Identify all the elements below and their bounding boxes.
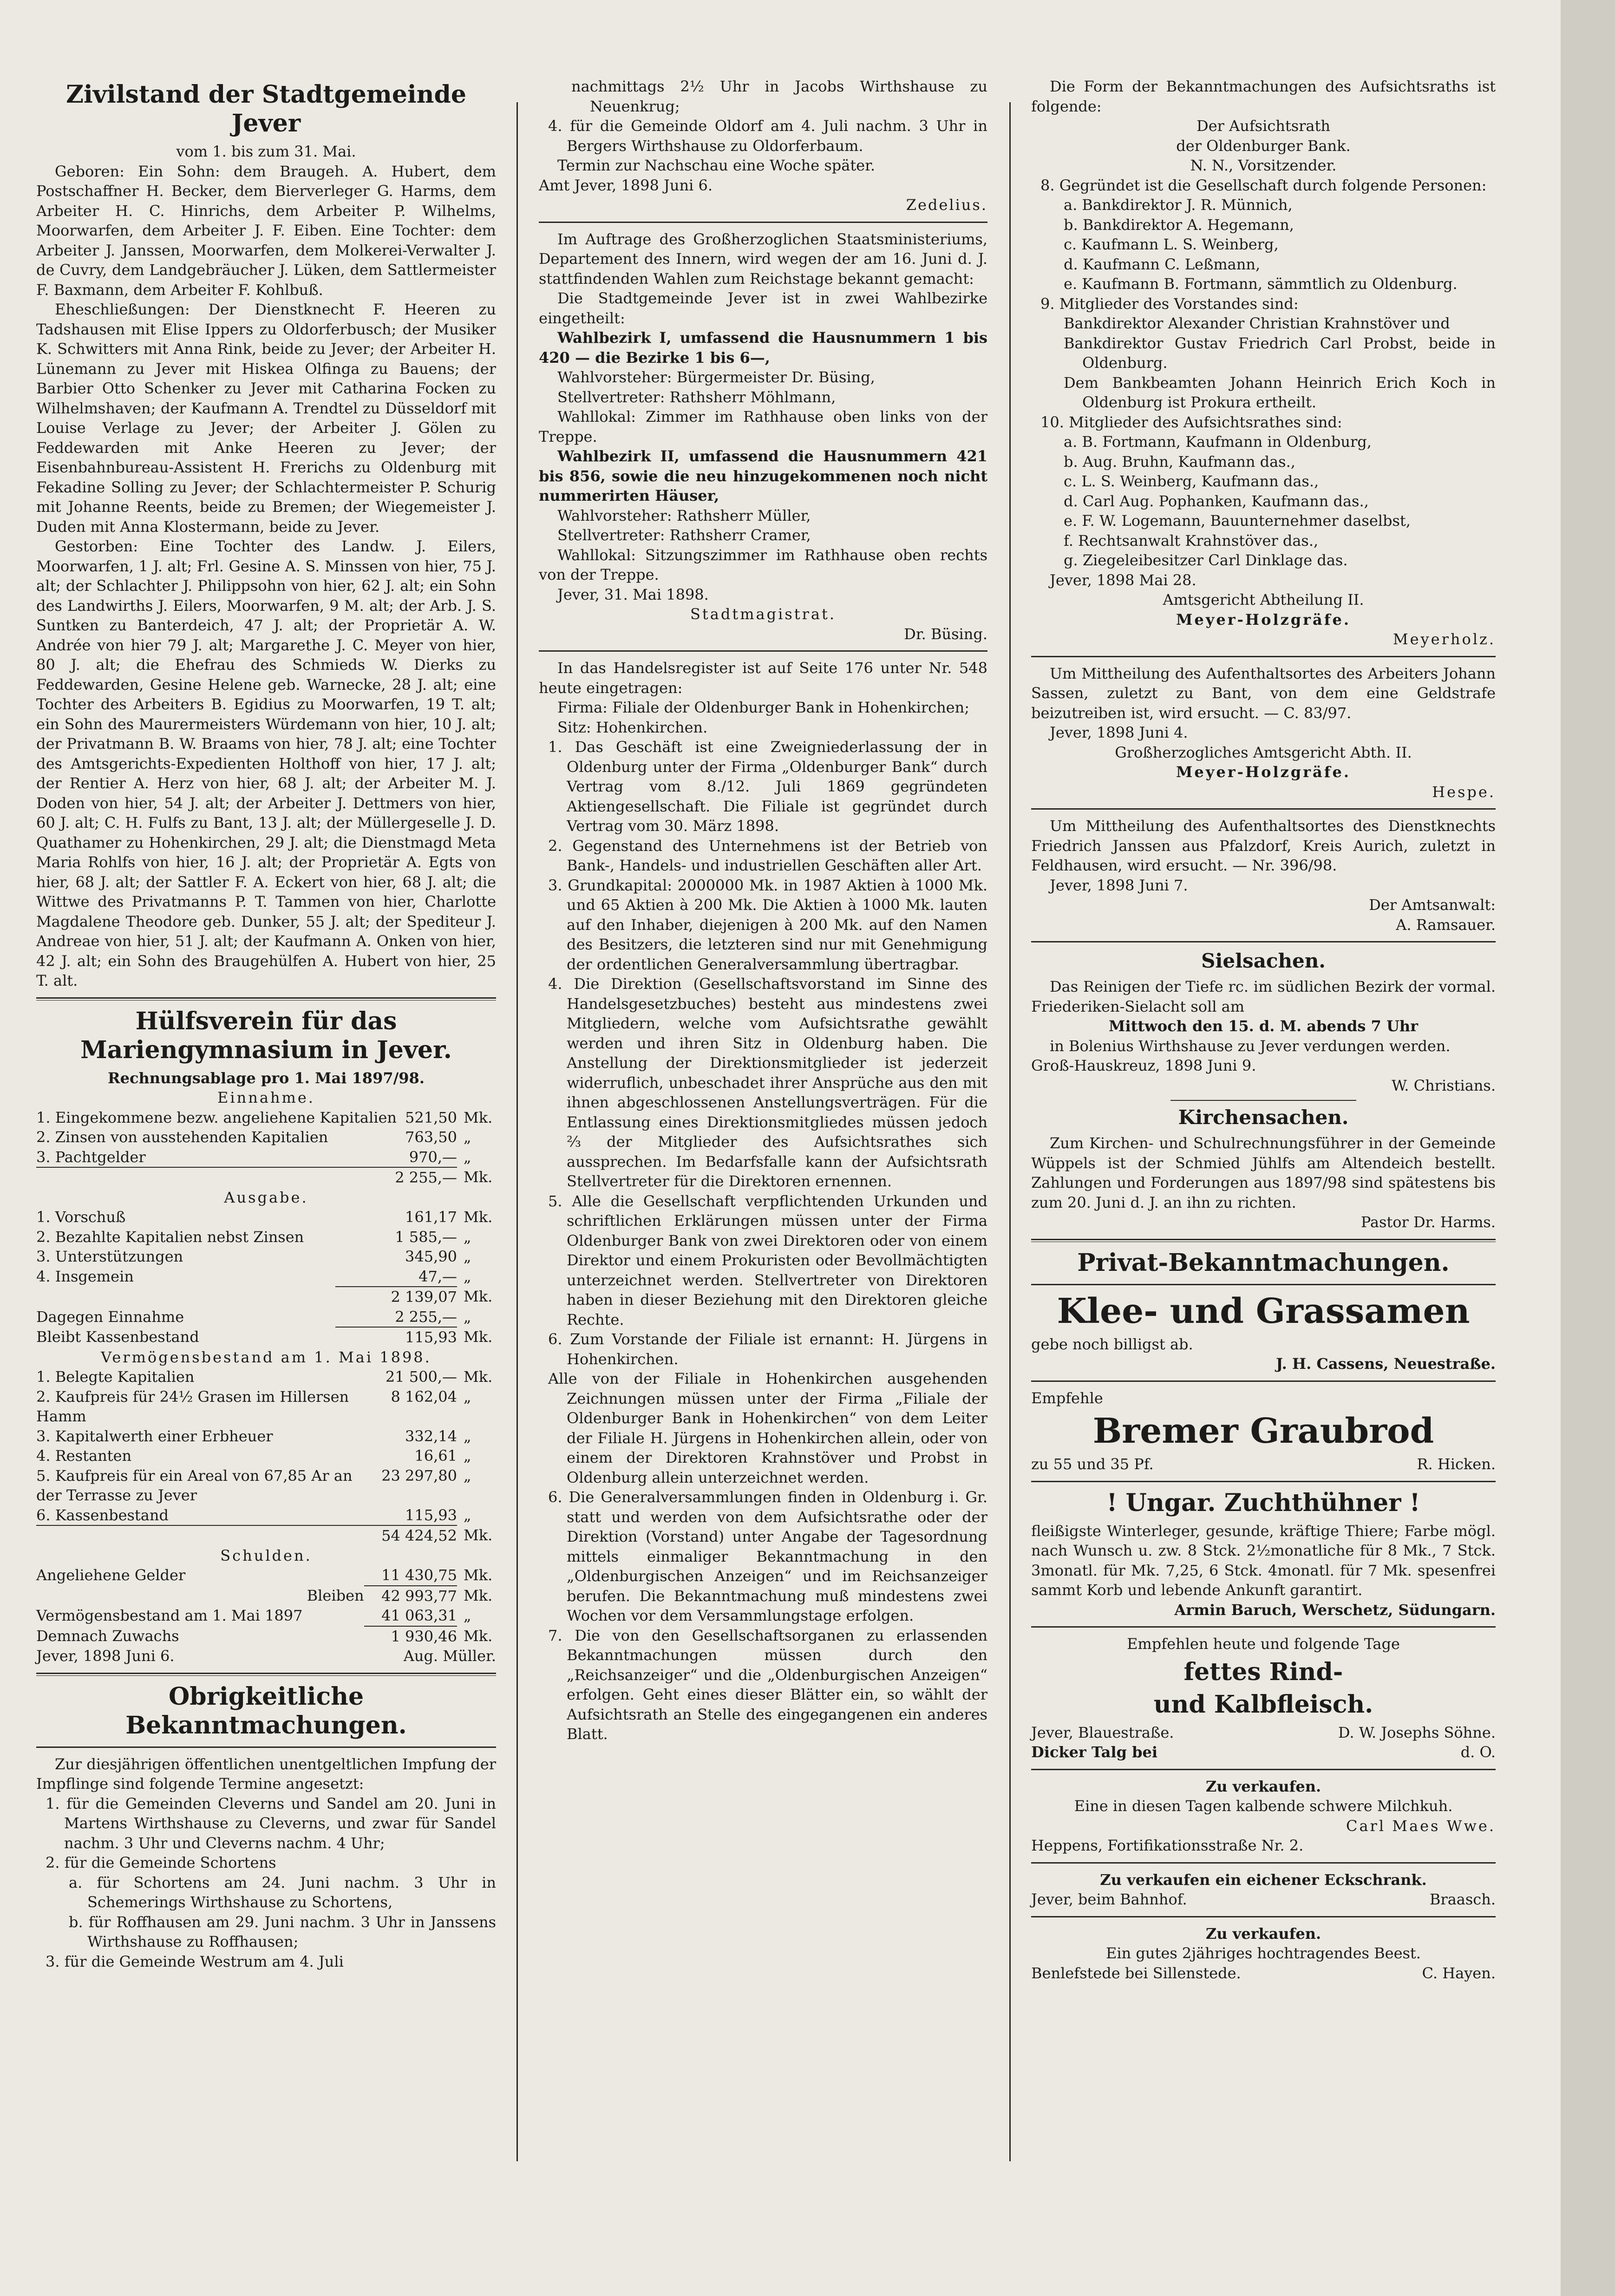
sassen-court: Großherzogliches Amtsgericht Abth. II. bbox=[1115, 743, 1412, 761]
ledger-value: 970,— bbox=[409, 1148, 457, 1166]
handel-cont: der Oldenburger Bank. bbox=[1176, 137, 1351, 155]
impfung-item: a. für Schortens am 24. Juni nachm. 3 Uhr in Schemerings Wirthshause zu Schortens, bbox=[69, 1873, 496, 1911]
siel-date: Groß-Hauskreuz, 1898 Juni 9. bbox=[1031, 1057, 1256, 1074]
aufsicht-item: a. B. Fortmann, Kaufmann in Oldenburg, bbox=[1064, 433, 1372, 451]
impfung-date: Amt Jever, 1898 Juni 6. bbox=[539, 176, 713, 194]
column-rule bbox=[517, 102, 518, 2161]
handel-sitz: Sitz: Hohenkirchen. bbox=[557, 718, 708, 736]
brot-title: Bremer Graubrod bbox=[1092, 1411, 1434, 1451]
janssen-role: Der Amtsanwalt: bbox=[1369, 896, 1496, 914]
bleiben-value: 42 993,77 bbox=[364, 1586, 457, 1606]
handel-item: 6. Zum Vorstande der Filiale ist ernannt: H. Jürgens in Hohenkirchen. bbox=[548, 1330, 987, 1368]
ledger-label: 5. Kaufpreis für ein Areal von 67,85 Ar an der Terrasse zu Jever bbox=[36, 1466, 353, 1504]
verm1897-label: Vermögensbestand am 1. Mai 1897 bbox=[36, 1607, 303, 1624]
ledger-label: 2. Zinsen von ausstehenden Kapitalien bbox=[36, 1128, 328, 1146]
divider bbox=[36, 1673, 496, 1676]
sassen-text: Um Mittheilung des Aufenthaltsortes des Arbeiters Johann Sassen, zuletzt zu Bant, von dem eine Geldstrafe beizutreiben ist, wird ersucht. — C. 83/97. bbox=[1031, 664, 1496, 722]
bleibt-label: Bleibt Kassenbestand bbox=[36, 1328, 199, 1346]
ledger-value: 332,14 bbox=[405, 1427, 457, 1445]
sassen-signature: Hespe. bbox=[1432, 783, 1496, 801]
verk1-text: Eine in diesen Tagen kalbende schwere Milchkuh. bbox=[1074, 1797, 1453, 1815]
schulden-table bbox=[36, 1565, 496, 1666]
impfung-item: b. für Roffhausen am 29. Juni nachm. 3 Uhr in Janssens Wirthshause zu Roffhausen; bbox=[69, 1913, 496, 1950]
handel-item: 6. Die Generalversammlungen finden in Oldenburg i. Gr. statt und werden von dem Aufsichtsrathe oder der Direktion (Vorstand) unter Angabe der Tagesordnung mittels einmaliger Bekanntmachung in den „Oldenburgischen Anzeigen“ und im Reichsanzeiger berufen. Die Bekanntmachung muß mindestens zwei Wochen vor dem Versammlungstage erfolgen. bbox=[548, 1488, 987, 1624]
zuwachs-unit: Mk. bbox=[464, 1627, 493, 1645]
wahlbezirk-1-stellvertreter: Stellvertreter: Rathsherr Möhlmann, bbox=[557, 388, 836, 406]
brot-text: zu 55 und 35 Pf. bbox=[1031, 1455, 1154, 1473]
section-title-zivilstand: Zivilstand der Stadtgemeinde Jever bbox=[66, 80, 466, 137]
gruender-item: a. Bankdirektor J. R. Münnich, bbox=[1064, 196, 1293, 214]
bleiben-label: Bleiben bbox=[307, 1586, 364, 1604]
ledger-unit: „ bbox=[464, 1427, 471, 1445]
aufsicht-item: f. Rechtsanwalt Krahnstöver das., bbox=[1064, 531, 1319, 549]
divider bbox=[1031, 1769, 1496, 1770]
handel-items bbox=[539, 737, 987, 1744]
dagegen-label: Dagegen Einnahme bbox=[36, 1308, 184, 1326]
brot-signature: R. Hicken. bbox=[1417, 1455, 1496, 1473]
janssen-signature: A. Ramsauer. bbox=[1396, 916, 1496, 934]
divider bbox=[1031, 1626, 1496, 1628]
schulden-heading: Schulden. bbox=[220, 1546, 312, 1564]
handel-cont: N. N., Vorsitzender. bbox=[1190, 157, 1337, 174]
section-title-kirchensachen: Kirchensachen. bbox=[1178, 1106, 1349, 1129]
impfung-cont: nachmittags 2½ Uhr in Jacobs Wirthshause zu Neuenkrug; bbox=[571, 78, 987, 115]
verk3-addr: Benlefstede bei Sillenstede. bbox=[1031, 1964, 1241, 1982]
handel-intro: In das Handelsregister ist auf Seite 176 unter Nr. 548 heute eingetragen: bbox=[539, 659, 987, 697]
wahlbezirk-1: Wahlbezirk I, umfassend die Hausnummern 1 bis 420 — die Bezirke 1 bis 6—, bbox=[539, 329, 987, 366]
huelf-signer: Aug. Müller. bbox=[403, 1647, 496, 1665]
huelf-date: Jever, 1898 Juni 6. bbox=[36, 1647, 175, 1665]
wahl-signature-office: Stadtmagistrat. bbox=[690, 605, 837, 623]
handel-date: Jever, 1898 Mai 28. bbox=[1050, 571, 1197, 589]
kirch-signature: Pastor Dr. Harms. bbox=[1360, 1213, 1496, 1231]
vermoegen-total-value: 54 424,52 bbox=[36, 1525, 457, 1546]
verk2-title: Zu verkaufen ein eichener Eckschrank. bbox=[1100, 1871, 1427, 1889]
ledger-value: 521,50 bbox=[405, 1108, 457, 1126]
impfung-item: 2. für die Gemeinde Schortens bbox=[46, 1854, 276, 1871]
ausgabe-heading: Ausgabe. bbox=[224, 1188, 308, 1206]
impfung-intro: Zur diesjährigen öffentlichen unentgeltlichen Impfung der Impflinge sind folgende Termine angesetzt: bbox=[36, 1755, 496, 1792]
ledger-unit: „ bbox=[464, 1148, 471, 1166]
siel-text2: in Bolenius Wirthshause zu Jever verdungen werden. bbox=[1050, 1037, 1451, 1055]
ledger-unit: Mk. bbox=[464, 1368, 493, 1386]
verk3-text: Ein gutes 2jähriges hochtragendes Beest. bbox=[1106, 1944, 1421, 1962]
ledger-unit: „ bbox=[464, 1506, 471, 1524]
column-rule bbox=[1009, 102, 1011, 2161]
aufsicht-item: b. Aug. Bruhn, Kaufmann das., bbox=[1064, 452, 1295, 471]
section-title-obrigkeitlich: Obrigkeitliche Bekanntmachungen. bbox=[125, 1682, 407, 1740]
verm1897-value: 41 063,31 bbox=[381, 1607, 457, 1624]
ausgabe-table bbox=[36, 1207, 496, 1286]
huelfsverein-subtitle: Rechnungsablage pro 1. Mai 1897/98. bbox=[108, 1069, 425, 1087]
siel-date-bold: Mittwoch den 15. d. M. abends 7 Uhr bbox=[1109, 1017, 1418, 1035]
verk1-signature: Carl Maes Wwe. bbox=[1346, 1817, 1496, 1835]
ledger-row bbox=[36, 1446, 496, 1466]
kirch-text: Zum Kirchen- und Schulrechnungsführer in der Gemeinde Wüppels ist der Schmied Jühlfs am Altendeich bestellt. Zahlungen und Forderungen aus 1897/98 sind spätestens bis zum 20. Juni d. J. an ihn zu richten. bbox=[1031, 1134, 1496, 1211]
ledger-unit: „ bbox=[464, 1447, 471, 1465]
wahl-signature-name: Dr. Büsing. bbox=[904, 625, 987, 643]
zivilstand-ehe: Eheschließungen: Der Dienstknecht F. Heeren zu Tadshausen mit Elise Ippers zu Oldorferbusch; der Musiker K. Schwitters mit Anna Rink, beide zu Jever; der Arbeiter H. Lünemann zu Jever mit Hiskea Olfinga zu Bauens; der Barbier Otto Schenker zu Jever mit Catharina Focken zu Wilhelmshaven; der Kaufmann A. Trendtel zu Düsseldorf mit Louise Verlage zu Jever; der Arbeiter J. Gölen zu Feddewarden mit Anke Heeren zu Jever; der Eisenbahnbureau-Assistent H. Frerichs zu Oldenburg mit Fekadine Solling zu Jever; der Schlachtermeister P. Schurig mit Johanne Reents, beide zu Bremen; der Wiegemeister J. Duden mit Anna Klostermann, beide zu Jever. bbox=[36, 301, 496, 536]
wahlbezirk-1-vorsteher: Wahlvorsteher: Bürgermeister Dr. Büsing, bbox=[557, 368, 875, 386]
bleiben-unit: Mk. bbox=[464, 1586, 493, 1604]
schulden-label: Angeliehene Gelder bbox=[36, 1566, 186, 1584]
brot-line bbox=[1031, 1454, 1496, 1474]
verm1897-unit: „ bbox=[464, 1607, 471, 1624]
ledger-row bbox=[36, 1108, 496, 1128]
ausgabe-total-value: 2 139,07 bbox=[335, 1287, 457, 1307]
aufsicht-item: d. Carl Aug. Pophanken, Kaufmann das., bbox=[1064, 492, 1369, 510]
aufsicht-list bbox=[1031, 432, 1496, 570]
divider bbox=[539, 650, 987, 652]
klee-signature: J. H. Cassens, Neuestraße. bbox=[1275, 1355, 1496, 1373]
divider bbox=[1031, 941, 1496, 942]
verk2-addr: Jever, beim Bahnhof. bbox=[1031, 1890, 1187, 1908]
wahlbezirk-2-stellvertreter: Stellvertreter: Rathsherr Cramer, bbox=[557, 526, 811, 544]
ledger-row bbox=[36, 1207, 496, 1227]
bleibt-unit: Mk. bbox=[464, 1328, 493, 1346]
wahlbezirk-2-lokal: Wahllokal: Sitzungszimmer im Rathhause oben rechts von der Treppe. bbox=[539, 546, 987, 583]
siel-text: Das Reinigen der Tiefe rc. im südlichen Bezirk der vormal. Friederiken-Sielacht soll am bbox=[1031, 978, 1496, 1015]
einnahme-total-unit: Mk. bbox=[464, 1168, 493, 1186]
ledger-value: 16,61 bbox=[414, 1447, 457, 1465]
divider bbox=[36, 997, 496, 1001]
gruender-item: d. Kaufmann C. Leßmann, bbox=[1064, 255, 1261, 273]
fleisch-pre: Empfehlen heute und folgende Tage bbox=[1127, 1635, 1400, 1653]
handel-item: 2. Gegenstand des Unternehmens ist der Betrieb von Bank-, Handels- und industriellen Geschäften aller Art. bbox=[548, 837, 987, 874]
aufsicht-heading: 10. Mitglieder des Aufsichtsrathes sind: bbox=[1040, 413, 1342, 431]
schulden-value: 11 430,75 bbox=[381, 1566, 457, 1584]
wahlbezirk-2: Wahlbezirk II, umfassend die Hausnummern 421 bis 856, sowie die neu hinzugekommenen noch nicht nummerirten Häuser, bbox=[539, 447, 987, 504]
vermoegen-total bbox=[36, 1525, 496, 1546]
einnahme-total-value: 2 255,— bbox=[36, 1167, 457, 1188]
section-title-huelfsverein: Hülfsverein für das Mariengymnasium in Jever. bbox=[80, 1007, 452, 1064]
ledger-row bbox=[36, 1505, 496, 1525]
handel-item: 7. Die von den Gesellschaftsorganen zu erlassenden Bekanntmachungen müssen durch den „Reichsanzeiger“ und die „Oldenburgischen Anzeigen“ erfolgen. Geht eines dieser Blätter ein, so wählt der Aufsichtsrath an Stelle des eingegangenen ein anderes Blatt. bbox=[548, 1626, 987, 1743]
divider bbox=[1031, 808, 1496, 810]
ungar-text: fleißigste Winterleger, gesunde, kräftige Thiere; Farbe mögl. nach Wunsch u. zw. 8 Stck. 2½monatliche für 8 Mk., 7 Stck. 3monatl. für Mk. 7,25, 6 Stck. 4monatl. für 7 Mk. spesenfrei sammt Korb und lebende Ankunft garantirt. bbox=[1031, 1522, 1496, 1599]
ledger-value: 8 162,04 bbox=[391, 1387, 457, 1406]
ledger-label: 3. Unterstützungen bbox=[36, 1248, 183, 1265]
handel-item: 5. Alle die Gesellschaft verpflichtenden Urkunden und schriftlichen Erklärungen müssen unter der Firma Oldenburger Bank von zwei Direktoren oder von einem Direktor und einem Prokuristen oder Bevollmächtigten unterzeichnet werden. Stellvertreter von Direktoren haben in dieser Beziehung mit den Direktoren gleiche Rechte. bbox=[548, 1192, 987, 1328]
ungar-title: ! Ungar. Zuchthühner ! bbox=[1106, 1488, 1420, 1517]
divider bbox=[36, 1747, 496, 1748]
sassen-judge: Meyer-Holzgräfe. bbox=[1176, 763, 1351, 781]
ledger-label: 1. Eingekommene bezw. angeliehene Kapitalien bbox=[36, 1108, 397, 1126]
dagegen-value: 2 255,— bbox=[395, 1308, 457, 1326]
sassen-date: Jever, 1898 Juni 4. bbox=[1050, 724, 1188, 741]
ledger-row bbox=[36, 1466, 496, 1505]
impfung-signature: Zedelius. bbox=[906, 196, 987, 214]
vermoegen-table bbox=[36, 1367, 496, 1525]
column-1 bbox=[36, 77, 496, 1971]
zivilstand-period: vom 1. bis zum 31. Mai. bbox=[176, 143, 356, 160]
einnahme-table bbox=[36, 1108, 496, 1167]
divider bbox=[539, 222, 987, 223]
janssen-date: Jever, 1898 Juni 7. bbox=[1050, 876, 1188, 894]
ledger-label: 1. Belegte Kapitalien bbox=[36, 1368, 195, 1386]
divider bbox=[1031, 1862, 1496, 1864]
ledger-label: 3. Kapitalwerth einer Erbheuer bbox=[36, 1427, 273, 1445]
wahl-p2: Die Stadtgemeinde Jever ist in zwei Wahlbezirke eingetheilt: bbox=[539, 289, 987, 327]
verk1-addr: Heppens, Fortifikationsstraße Nr. 2. bbox=[1031, 1837, 1304, 1854]
ungar-signature: Armin Baruch, Werschetz, Südungarn. bbox=[1174, 1601, 1496, 1619]
divider bbox=[1031, 1380, 1496, 1382]
section-title-sielsachen: Sielsachen. bbox=[1201, 949, 1326, 972]
ledger-unit: „ bbox=[464, 1248, 471, 1265]
divider bbox=[1170, 1100, 1356, 1101]
column-2 bbox=[539, 77, 987, 1744]
ledger-row bbox=[36, 1127, 496, 1147]
gruender-list bbox=[1031, 195, 1496, 294]
vorstand-item: Bankdirektor Gustav Friedrich Carl Probst, beide in Oldenburg. bbox=[1064, 334, 1496, 372]
verk2-line bbox=[1031, 1890, 1496, 1910]
wahl-intro: Im Auftrage des Großherzoglichen Staatsministeriums, Departement des Innern, wird wegen der am 16. Juni d. J. stattfindenden Wahlen zum Reichstage bekannt gemacht: bbox=[539, 230, 987, 288]
prokura: Dem Bankbeamten Johann Heinrich Erich Koch in Oldenburg ist Prokura ertheilt. bbox=[1064, 373, 1496, 411]
wahlbezirk-2-vorsteher: Wahlvorsteher: Rathsherr Müller, bbox=[557, 506, 811, 524]
ausgabe-total-unit: Mk. bbox=[464, 1288, 493, 1305]
zivilstand-gestorben: Gestorben: Eine Tochter des Landw. J. Eilers, Moorwarfen, 1 J. alt; Frl. Gesine A. S. Minssen von hier, 75 J. alt; der Schlachter J. Philippsohn von hier, 62 J. alt; ein Sohn des Landwirths J. Eilers, Moorwarfen, 9 M. alt; der Arb. J. S. Suntken zu Banterdeich, 47 J. alt; der Proprietär A. W. Andrée von hier 79 J. alt; Margarethe J. C. Meyer von hier, 80 J. alt; die Ehefrau des Schmieds W. Dierks zu Feddewarden, Gesine Helene geb. Warnecke, 28 J. alt; eine Tochter des Arbeiters B. Egidius zu Moorwarfen, 19 T. alt; ein Sohn des Maurermeisters Würdemann von hier, 10 J. alt; der Privatmann B. W. Braams von hier, 78 J. alt; eine Tochter des Amtsgerichts-Expedienten Holthoff von hier, 17 J. alt; der Rentier A. Herz von hier, 68 J. alt; der Arbeiter M. J. Doden von hier, 54 J. alt; der Arbeiter J. Dettmers von hier, 60 J. alt; C. H. Fulfs zu Bant, 13 J. alt; der Müllergeselle J. D. Quathamer zu Hohenkirchen, 29 J. alt; die Dienstmagd Meta Maria Rohlfs von hier, 16 J. alt; der Proprietär A. Egts von hier, 68 J. alt; der Sattler F. A. Eckert von hier, 68 J. alt; die Wittwe des Privatmanns P. T. Tammen von hier, Charlotte Magdalene Theodore geb. Dunker, 55 J. alt; der Spediteur J. Andreae von hier, 51 J. alt; der Kaufmann A. Onken von hier, 42 J. alt; ein Sohn des Braugehülfen A. Hubert von hier, 25 T. alt. bbox=[36, 537, 496, 989]
handel-cont: Der Aufsichtsrath bbox=[1197, 117, 1330, 135]
ledger-label: 4. Restanten bbox=[36, 1447, 132, 1465]
verk3-title: Zu verkaufen. bbox=[1205, 1924, 1321, 1943]
klee-text: gebe noch billigst ab. bbox=[1031, 1335, 1193, 1353]
zuwachs-label: Demnach Zuwachs bbox=[36, 1627, 179, 1645]
ledger-unit: „ bbox=[464, 1128, 471, 1146]
handel-item: Alle von der Filiale in Hohenkirchen ausgehenden Zeichnungen müssen unter der Firma „Filiale der Oldenburger Bank in Hohenkirchen“ von dem Leiter der Filiale H. Jürgens in Hohenkirchen allein, oder von einem der Direktoren Krahnstöver und Probst in Oldenburg allein unterzeichnet werden. bbox=[548, 1370, 987, 1486]
ledger-value: 161,17 bbox=[405, 1208, 457, 1226]
page-edge bbox=[1561, 0, 1615, 2296]
ledger-row bbox=[36, 1367, 496, 1387]
fleisch-line bbox=[1031, 1723, 1496, 1762]
handel-court: Amtsgericht Abtheilung II. bbox=[1163, 591, 1364, 608]
ledger-unit: „ bbox=[464, 1466, 471, 1485]
fleisch-title-2: und Kalbfleisch. bbox=[1153, 1690, 1373, 1719]
dagegen-unit: „ bbox=[464, 1308, 471, 1326]
zivilstand-geboren: Geboren: Ein Sohn: dem Braugeh. A. Hubert, dem Postschaffner H. Becker, dem Bierverleger G. Harms, dem Arbeiter H. C. Hinrichs, dem Arbeiter P. Wilhelms, Moorwarfen, dem Arbeiter J. F. Eiben. Eine Tochter: dem Arbeiter J. Janssen, Moorwarfen, dem Molkerei-Verwalter J. de Cuvry, dem Landgebräucher J. Lüken, dem Sattlermeister F. Baxmann, dem Arbeiter F. Kohlbuß. bbox=[36, 162, 496, 299]
vorstand-heading: 9. Mitglieder des Vorstandes sind: bbox=[1040, 294, 1299, 313]
ledger-unit: Mk. bbox=[464, 1208, 493, 1226]
vermoegen-heading: Vermögensbestand am 1. Mai 1898. bbox=[101, 1348, 432, 1366]
ledger-label: 2. Bezahlte Kapitalien nebst Zinsen bbox=[36, 1228, 304, 1246]
aufsicht-item: c. L. S. Weinberg, Kaufmann das., bbox=[1064, 472, 1319, 490]
divider bbox=[1031, 1481, 1496, 1482]
wahlbezirk-1-lokal: Wahllokal: Zimmer im Rathhause oben links von der Treppe. bbox=[539, 408, 987, 445]
verk3-line bbox=[1031, 1963, 1496, 1983]
ledger-unit: „ bbox=[464, 1387, 471, 1406]
siel-signature: W. Christians. bbox=[1391, 1076, 1496, 1094]
section-title-privat: Privat-Bekanntmachungen. bbox=[1077, 1248, 1450, 1277]
ausgabe-total bbox=[36, 1286, 496, 1348]
ledger-unit: „ bbox=[464, 1267, 471, 1285]
impfung-cont: 4. für die Gemeinde Oldorf am 4. Juli nachm. 3 Uhr in Bergers Wirthshause zu Oldorferbaum. bbox=[548, 117, 987, 155]
verk1-title: Zu verkaufen. bbox=[1205, 1777, 1321, 1795]
handel-signature: Meyerholz. bbox=[1393, 630, 1496, 648]
vermoegen-total-unit: Mk. bbox=[464, 1526, 493, 1544]
impfung-item: 1. für die Gemeinden Cleverns und Sandel am 20. Juni in Martens Wirthshause zu Cleverns, und zwar für Sandel nachm. 3 Uhr und Cleverns nachm. 4 Uhr; bbox=[46, 1794, 496, 1852]
gruender-item: c. Kaufmann L. S. Weinberg, bbox=[1064, 235, 1279, 253]
vorstand-item: Bankdirektor Alexander Christian Krahnstöver und bbox=[1064, 314, 1450, 332]
impfung-item: 3. für die Gemeinde Westrum am 4. Juli bbox=[46, 1952, 344, 1970]
fleisch-title-1: fettes Rind- bbox=[1183, 1657, 1343, 1686]
handel-cont: 8. Gegründet ist die Gesellschaft durch folgende Personen: bbox=[1040, 176, 1487, 194]
aufsicht-item: e. F. W. Logemann, Bauunternehmer daselbst, bbox=[1064, 512, 1411, 530]
aufsicht-item: g. Ziegeleibesitzer Carl Dinklage das. bbox=[1064, 551, 1348, 569]
handel-firma: Firma: Filiale der Oldenburger Bank in Hohenkirchen; bbox=[557, 699, 969, 716]
ledger-row bbox=[36, 1247, 496, 1267]
einnahme-heading: Einnahme. bbox=[217, 1089, 315, 1106]
ledger-value: 763,50 bbox=[405, 1128, 457, 1146]
divider bbox=[1031, 1916, 1496, 1917]
ledger-value: 345,90 bbox=[405, 1248, 457, 1265]
verk2-signature: Braasch. bbox=[1429, 1890, 1496, 1908]
gruender-item: b. Bankdirektor A. Hegemann, bbox=[1064, 216, 1294, 234]
ledger-value: 23 297,80 bbox=[381, 1466, 457, 1485]
fleisch-addr: Jever, Blauestraße. bbox=[1031, 1723, 1174, 1741]
divider bbox=[1031, 1239, 1496, 1242]
ledger-label: 3. Pachtgelder bbox=[36, 1148, 146, 1166]
wahl-date: Jever, 31. Mai 1898. bbox=[557, 585, 709, 603]
ledger-label: 1. Vorschuß bbox=[36, 1208, 126, 1226]
ledger-unit: Mk. bbox=[464, 1108, 493, 1126]
ledger-label: 4. Insgemein bbox=[36, 1267, 134, 1285]
ledger-value: 1 585,— bbox=[395, 1228, 457, 1246]
ledger-value: 47,— bbox=[418, 1267, 457, 1285]
ledger-label: 6. Kassenbestand bbox=[36, 1506, 169, 1524]
bleibt-value: 115,93 bbox=[335, 1327, 457, 1348]
ledger-row bbox=[36, 1267, 496, 1287]
ledger-row bbox=[36, 1227, 496, 1247]
divider bbox=[1031, 656, 1496, 657]
divider bbox=[1031, 1284, 1496, 1285]
impfung-termin: Termin zur Nachschau eine Woche später. bbox=[557, 157, 876, 174]
zuwachs-value: 1 930,46 bbox=[364, 1626, 457, 1647]
handel-judge: Meyer-Holzgräfe. bbox=[1176, 610, 1351, 628]
ledger-unit: „ bbox=[464, 1228, 471, 1246]
verk3-signature: C. Hayen. bbox=[1422, 1964, 1496, 1982]
schulden-unit: Mk. bbox=[464, 1566, 493, 1584]
handel-item: 1. Das Geschäft ist eine Zweigniederlassung der in Oldenburg unter der Firma „Oldenburger Bank“ durch Vertrag vom 8./12. Juli 1869 gegründeten Aktiengesellschaft. Die Filiale ist gegründet durch Vertrag vom 30. März 1898. bbox=[548, 738, 987, 835]
talg-signature: d. O. bbox=[1460, 1743, 1496, 1761]
ledger-row bbox=[36, 1426, 496, 1446]
handel-cont: Die Form der Bekanntmachungen des Aufsichtsraths ist folgende: bbox=[1031, 78, 1496, 115]
brot-pre: Empfehle bbox=[1031, 1389, 1103, 1407]
fleisch-signature: D. W. Josephs Söhne. bbox=[1338, 1723, 1496, 1741]
ledger-row bbox=[36, 1387, 496, 1426]
ledger-value: 115,93 bbox=[405, 1506, 457, 1524]
handel-item: 4. Die Direktion (Gesellschaftsvorstand im Sinne des Handelsgesetzbuches) besteht aus mindestens zwei Mitgliedern, welche vom Aufsichtsrathe gewählt werden und ihren Sitz in Oldenburg haben. Die Anstellung der Direktionsmitglieder ist jederzeit widerruflich, unbeschadet ihrer Ansprüche aus den mit ihnen abgeschlossenen Anstellungsverträgen. Für die Entlassung eines Direktionsmitgliedes müssen jedoch ⅔ der Mitglieder des Aufsichtsrathes sich aussprechen. Im Bedarfsfalle kann der Aufsichtsrath Stellvertreter für die Direktoren ernennen. bbox=[548, 975, 987, 1190]
gruender-item: e. Kaufmann B. Fortmann, sämmtlich zu Oldenburg. bbox=[1064, 275, 1458, 293]
ledger-label: 2. Kaufpreis für 24½ Grasen im Hillersen Hamm bbox=[36, 1387, 349, 1425]
column-3 bbox=[1031, 77, 1496, 1983]
talg-text: Dicker Talg bei bbox=[1031, 1743, 1157, 1761]
janssen-text: Um Mittheilung des Aufenthaltsortes des Dienstknechts Friedrich Janssen aus Pfalzdorf, Kreis Aurich, zuletzt in Feldhausen, wird ersucht. — Nr. 396/98. bbox=[1031, 817, 1496, 874]
ledger-row bbox=[36, 1147, 496, 1167]
ledger-value: 21 500,— bbox=[385, 1368, 457, 1386]
handel-item: 3. Grundkapital: 2000000 Mk. in 1987 Aktien à 1000 Mk. und 65 Aktien à 200 Mk. Die Aktien à 1000 Mk. lauten auf den Inhaber, diejenigen à 200 Mk. auf den Namen des Besitzers, die letzteren sind nur mit Genehmigung der ordentlichen Generalversammlung übertragbar. bbox=[548, 876, 987, 973]
klee-title: Klee- und Grassamen bbox=[1057, 1291, 1470, 1331]
einnahme-total bbox=[36, 1167, 496, 1188]
